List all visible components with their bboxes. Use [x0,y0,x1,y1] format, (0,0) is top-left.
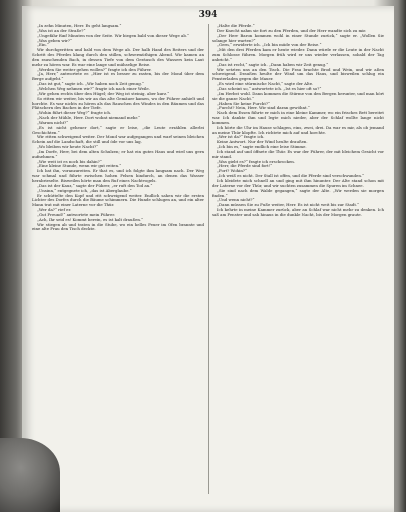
paragraph: „Mit den drei Pferden kam er heute wieder. Dann würde er die Leute in der Nacht zum Schlosse führen. Morgen früh wird er uns wieder verlassen, sobald der Tag anbricht.“ [212,47,384,62]
paragraph: Er schüttelte den Kopf und ritt schweigend weiter. Endlich sahen wir die ersten Lichter des Dorfes durch die Bäume schimmern. Die Hunde schlugen an, und ein alter Mann trat mit einer Laterne vor die Thür. [32,192,204,208]
paragraph: „Im Herbst wohl. Dann kommen die Stürme von den Bergen herunter, und man hört sie die ganze Nacht.“ [212,90,384,101]
paragraph: „Eine kleine Stunde, wenn wir gut reiten.“ [37,163,122,169]
paragraph: Wir setzten uns an den Tisch. Die Frau brachte Brod und Wein, und wir aßen schweigend. Draußen heulte der Wind um das Haus, und bisweilen schlug ein Fensterladen gegen die Mauer. [212,66,384,82]
paragraph: „Was geben wir?“ [37,37,72,43]
paragraph: „Ich bin es,“ sagte endlich eine leise Stimme. [217,144,307,150]
paragraph: „Wie weit ist es noch bis dahin?“ [37,158,102,164]
paragraph: „Das scheint so,“ antwortete ich. „Ist es hier oft so?“ [217,85,322,91]
paragraph: „Was giebt es?“ fragte ich erschrocken. [217,158,296,164]
paragraph: „Fort? Wohin?“ [217,168,247,174]
paragraph: „Wer da?“ rief er. [37,207,72,213]
paragraph: „Und wenn nicht?“ [217,197,255,203]
column-divider [208,24,209,494]
page-number: 394 [198,10,218,20]
paragraph: „Gut Freund!“ antwortete mein Führer. [37,211,115,217]
paragraph: „Herr, die Pferde sind fort!“ [217,163,273,169]
paragraph: „Dann müssen Sie zu Fuße weiter, Herr. Es ist nicht weit bis zur Stadt.“ [217,202,360,208]
paragraph: „Haben Sie keine Furcht?“ [217,100,271,106]
paragraph: „Es ist nicht geheuer dort,“ sagte er leise, „die Leute erzählen allerlei Geschichten.“ [32,124,204,135]
paragraph: Wir stiegen ab und traten in die Stube, wo ein helles Feuer im Ofen brannte und eine alte Frau den Tisch deckte. [32,221,204,232]
paragraph: „Ja, Herr,“ antwortete er. „Hier ist es besser zu rasten, bis der Mond über dem Berge aufgeht.“ [32,71,204,82]
paragraph: Ich hörte die Uhr im Hause schlagen, eins, zwei, drei. Da war es mir, als ob jemand an meine Thür klopfte. Ich richtete mich auf und horchte. [212,124,384,135]
paragraph: „Ach, Ihr seid es! Kommt herein, es ist kalt draußen.“ [37,216,144,222]
paragraph: Der Knecht nahm sie fort zu den Pferden, und der Herr wandte sich zu mir. [217,27,367,33]
paragraph: „Werden Sie weiter gehen wollen?“ fragte ich den Führer. [37,66,152,72]
paragraph: So ritten wir weiter, bis wir an das alte Gemäuer kamen, wo der Führer anhielt und horchte. Es war nichts zu hören als das Rauschen des Windes in den Bäumen und das Plätschern des Baches in der Tiefe. [32,95,204,111]
paragraph: „Wo bleiben wir heute Nacht?“ [37,144,99,150]
paragraph: „In zehn Minuten, Herr. Es geht langsam.“ [37,24,122,28]
paragraph: Nach dem Essen führte er mich in eine kleine Kammer, wo ein frisches Bett bereitet war. Ich dankte ihm und legte mich nieder, aber der Schlaf wollte lange nicht kommen. [212,110,384,125]
left-text-column [32,24,204,502]
paragraph: „Das ist gut,“ sagte ich. „Wir haben noch Zeit genug.“ [37,81,144,87]
paragraph: Keine Antwort. Nur der Wind heulte draußen. [217,139,308,145]
paragraph: „Ich weiß es nicht. Der Stall ist offen, und die Pferde sind verschwunden.“ [217,173,365,179]
paragraph: Ich bat ihn, voranzureiten. Er that es, und ich folgte ihm langsam nach. Der Weg war schmal und führte zwischen hohen Felsen hindurch, an denen das Wasser herabrieselte. Bisweilen hörte man den Ruf eines Nachtvogels. [32,168,204,183]
paragraph: „Der Herr Baron kommen wohl in einer Stunde zurück,“ sagte er. „Wollen Sie solange hier warten?“ [212,32,384,43]
paragraph: „Ein.“ [37,42,49,48]
paragraph: „Furcht? Nein, Herr. Wir sind daran gewöhnt.“ [217,105,310,111]
paragraph: „Das ist recht,“ sagte ich. „Dann haben wir Zeit genug.“ [217,61,329,67]
paragraph: Ich kleidete mich schnell an und ging mit ihm hinunter. Der Alte stand schon mit der Laterne vor der Thür, und wir suchten zusammen die Spuren im Schnee. [212,178,384,188]
right-text-column [212,24,384,502]
paragraph: „Im Dorfe, Herr, bei dem alten Schulzen; er hat ein gutes Haus und wird uns gern aufnehmen.“ [32,148,204,159]
paragraph: „Nach der Mühle, Herr. Dort wohnt niemand mehr.“ [37,115,141,121]
book-page [22,6,394,512]
paragraph: „Es wird eine stürmische Nacht,“ sagte der Alte. [217,81,314,87]
paragraph: „Warum nicht?“ [37,119,69,125]
paragraph: „Halte die Pferde.“ [217,24,255,28]
paragraph: Wir durchgeritten und bald von dem Wege ab. Der halb Hand des Reiters und der Schritt des Pferdes klang durch den stillen, schwermüthigen Abend. Wir kamen an den rauschenden Bach, in dessen Tiefe von dem Geräusch des Wassers kein Laut mehr zu hören war. Es war eine lange und mühselige Reise. [32,47,204,67]
paragraph: „Wohin führt dieser Weg?“ fragte ich. [37,110,112,116]
paragraph: „Welchen Weg nehmen wir?“ fragte ich nach einer Weile. [37,85,150,91]
paragraph: „Unsinn,“ entgegnete ich, „das ist Aberglaube.“ [37,187,132,193]
paragraph: Wir ritten schweigend weiter. Der Mond war aufgegangen und warf seinen bleichen Schein auf die Landschaft, die still und öde vor uns lag. [32,134,204,145]
paragraph: „Wer ist da?“ fragte ich. [217,134,265,140]
paragraph: „Ungefähr fünf Minuten von der Seite. Wir biegen bald von dieser Wege ab.“ [37,32,190,38]
paragraph: „Gern,“ erwiderte ich. „Ich bin müde von der Reise.“ [217,42,322,48]
paragraph: „Sie sind nach dem Walde gegangen,“ sagte der Alte. „Wir werden sie morgen finden.“ [212,187,384,198]
paragraph: Ich kehrte in meine Kammer zurück, aber an Schlaf war nicht mehr zu denken. Ich saß am Fenster und sah hinaus in die dunkle Nacht, bis der Morgen graute. [212,207,384,217]
paragraph: „Was ist an der Straße?“ [37,27,86,33]
paragraph: „Das ist der Kauz,“ sagte der Führer, „er ruft den Tod an.“ [37,182,153,188]
paragraph: „Wir gehen rechts über den Hügel; der Weg ist steinig, aber kurz.“ [37,90,170,96]
paragraph: Ich stand auf und öffnete die Thür. Es war der Führer, der mit bleichem Gesicht vor mir stand. [212,148,384,159]
